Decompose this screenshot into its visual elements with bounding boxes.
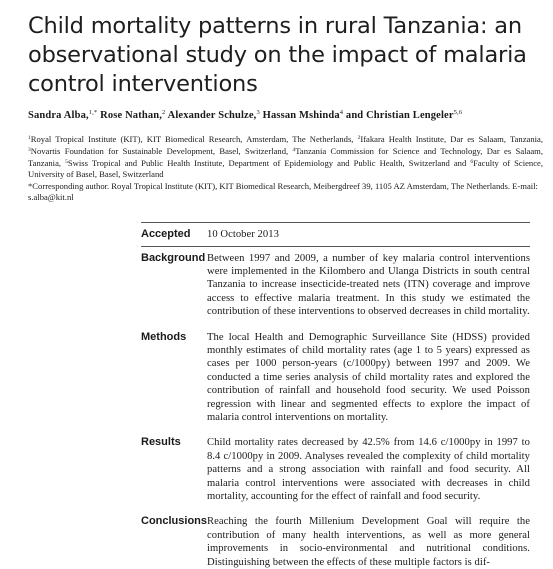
affiliation: Ifakara Health Institute, Dar es Salaam, Tanzania,	[360, 134, 543, 144]
corresponding-author: *Corresponding author. Royal Tropical Institute (KIT), KIT Biomedical Research, Meibergdreef 39, 1105 AZ Amsterdam, The Netherlands. E-mail: s.alba@kit.nl	[28, 181, 538, 202]
affil-sup: 1	[28, 135, 31, 141]
author-name: Rose Nathan,	[100, 110, 162, 121]
author-affil-sup: 1,*	[88, 109, 98, 116]
affil-sup: 6	[470, 159, 474, 165]
affil-sup: 4	[292, 147, 296, 153]
section-label-results: Results	[141, 436, 181, 449]
section-text-background: Between 1997 and 2009, a number of key malaria control interventions were implemented in the Kilombero and Ulanga Districts in south central Tanzania to increase insecticide-treated nets (ITN) coverage and improve access to effective malaria treatment. In this study we estimated the contribution of these interventions to observed decreases in child mortality.	[207, 252, 530, 318]
author-name: Sandra Alba,	[28, 110, 89, 121]
section-text-conclusions: Reaching the fourth Millenium Development Goal will require the contribution of many health interventions, as well as more general improvements in socio-environmental and nutritional conditions. Distinguishing between the effects of these multiple factors is dif-	[207, 516, 530, 568]
abstract-section	[141, 515, 530, 569]
abstract-section	[141, 252, 530, 319]
author-affil-sup: 4	[339, 109, 344, 116]
author-affil-sup: 3	[256, 109, 260, 116]
section-label-background: Background	[141, 251, 206, 264]
affiliation: Tanzania Commission for Science and Technology, Dar es Salaam, Tanzania,	[28, 146, 544, 168]
author-name: and Christian Lengeler	[345, 110, 454, 121]
accepted-label: Accepted	[141, 228, 191, 240]
abstract-section	[141, 331, 530, 425]
abstract	[141, 222, 530, 569]
affiliations	[28, 133, 543, 180]
author-name: Alexander Schulze,	[167, 110, 257, 121]
accepted-row	[141, 228, 530, 246]
rule-mid	[141, 246, 530, 247]
rule-top	[141, 222, 530, 223]
section-text-methods: The local Health and Demographic Surveillance Site (HDSS) provided monthly estimates of child mortality rates (age 1 to 5 years) expressed as cases per 1000 person-years (c/1000py) between 1997 and 2009. We conducted a time series analysis of child mortality rates and explored the contribution of rainfall and household food security. We used Poisson regression with linear and segmented effects to explore the impact of malaria control interventions on mortality.	[207, 331, 530, 423]
affil-sup: 3	[28, 147, 31, 153]
abstract-section	[141, 436, 530, 503]
section-label-conclusions: Conclusions	[141, 515, 208, 528]
section-label-methods: Methods	[141, 330, 187, 343]
affiliation: Faculty of Science, University of Basel, Basel, Switzerland	[28, 158, 544, 179]
author-affil-sup: 5,6	[453, 109, 463, 116]
section-text-results: Child mortality rates decreased by 42.5% from 14.6 c/1000py in 1997 to 8.4 c/1000py in 2009. Analyses revealed the complexity of child mortality patterns and a strong association with rainfall and food security. All malaria control interventions were associated with decreases in child mortality, accounting for the effect of rainfall and food security.	[207, 437, 530, 502]
author-name: Hassan Mshinda	[262, 110, 340, 121]
affiliation: Novartis Foundation for Sustainable Development, Basel, Switzerland,	[30, 146, 293, 156]
affil-sup: 2	[357, 135, 361, 141]
author-list	[28, 106, 543, 122]
paper-title: Child mortality patterns in rural Tanzania: an observational study on the impact of malaria control interventions	[28, 13, 527, 97]
affiliation: Royal Tropical Institute (KIT), KIT Biomedical Research, Amsterdam, The Netherlands,	[30, 134, 358, 144]
affil-sup: 5	[65, 159, 68, 165]
affiliation: Swiss Tropical and Public Health Institute, Department of Epidemiology and Public Health, Switzerland and	[67, 158, 471, 168]
author-affil-sup: 2	[162, 109, 166, 116]
accepted-date: 10 October 2013	[207, 229, 279, 240]
